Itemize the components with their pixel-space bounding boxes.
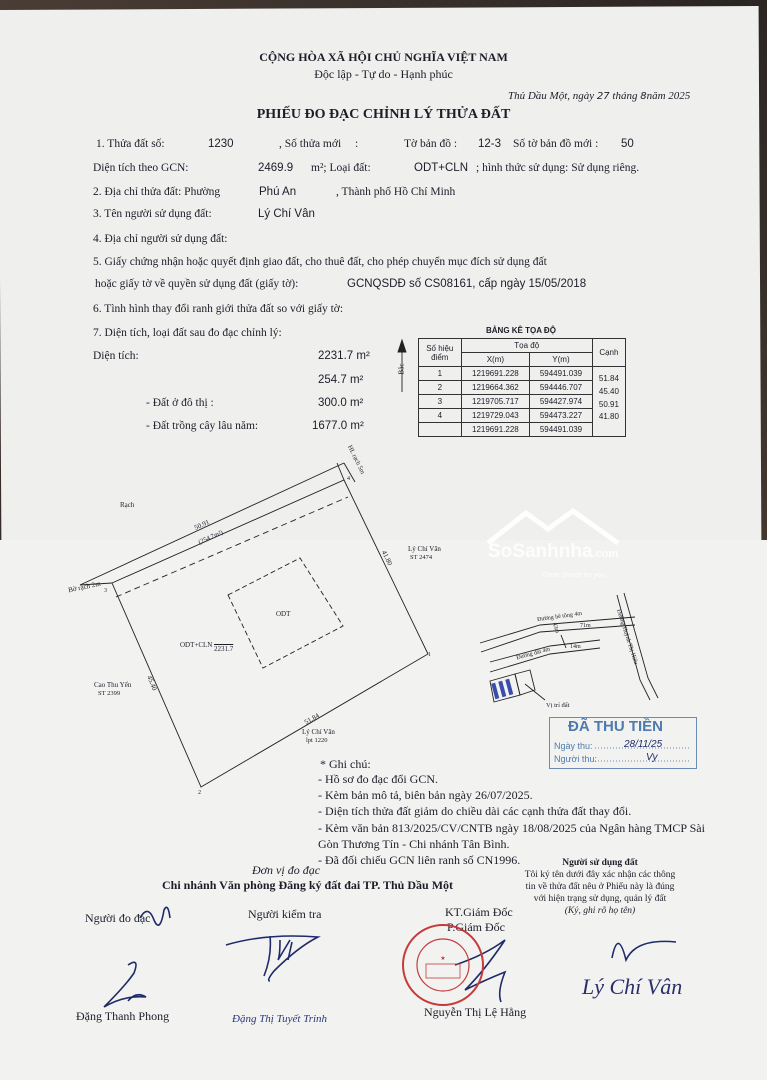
checker-signature	[226, 936, 318, 981]
edge-4: 41.80	[598, 412, 619, 422]
page-title: PHIẾU ĐO ĐẠC CHỈNH LÝ THỬA ĐẤT	[256, 107, 511, 122]
year-label: năm 2025	[646, 90, 691, 102]
coord-x: 1219705.717	[461, 395, 530, 409]
map-sheet-label: Tờ bản đồ :	[404, 138, 458, 150]
neighbor-bottom: Lý Chí Vân	[302, 728, 335, 736]
canal-line	[80, 463, 344, 585]
hl-dashed-line	[116, 497, 348, 597]
canal-label: Rạch	[120, 501, 135, 509]
country-heading: CỘNG HÒA XÃ HỘI CHỦ NGHĨA VIỆT NAM	[259, 50, 508, 64]
edge-3: 50.91	[598, 399, 619, 409]
coord-x: 1219664.362	[461, 381, 530, 395]
unit-title: Đơn vị đo đạc	[251, 863, 321, 877]
note-line: - Kèm văn bản 813/2025/CV/CNTB ngày 18/08/2025 của Ngân hàng TMCP Sài	[318, 821, 705, 835]
edge-top-sub: (254.7m²)	[197, 529, 225, 547]
coord-y: 594491.039	[530, 367, 593, 381]
road-2-label: Đường Huỳnh Thị Hiếu	[615, 608, 639, 666]
area-gcn: 2469.9	[258, 162, 294, 174]
note-line: - Diện tích thửa đất giảm do chiều dài các cạnh thửa đất thay đổi.	[318, 804, 632, 818]
edge-bottom: 51.84	[303, 711, 321, 727]
location-label: Vị trí đất	[546, 702, 570, 709]
user-name-handwritten: Lý Chí Vân	[582, 974, 683, 999]
bank-label: Bờ rạch 2m	[67, 579, 102, 595]
unit-name: Chi nhánh Văn phòng Đăng ký đất đai TP. Thủ Dầu Một	[162, 878, 454, 892]
surveyor-name: Đặng Thanh Phong	[76, 1009, 170, 1023]
note-line: - Kèm bản mô tả, biên bản ngày 26/07/2025.	[318, 788, 533, 802]
paid-stamp-title: ĐÃ THU TIỀN	[568, 718, 663, 735]
edge-2: 45.40	[598, 386, 619, 396]
coord-header-y: Y(m)	[530, 353, 593, 367]
note-line: Gòn Thương Tín - Chi nhánh Tân Bình.	[318, 837, 510, 851]
type-perennial-value: 1677.0 m²	[312, 420, 364, 432]
coord-y: 594491.039	[530, 423, 593, 437]
odt-label: ODT	[276, 610, 291, 618]
coord-id: 4	[419, 409, 462, 423]
checker-label: Người kiểm tra	[248, 907, 322, 921]
watermark	[478, 505, 628, 585]
coord-header-x: X(m)	[461, 353, 530, 367]
item7-label: 7. Diện tích, loại đất sau đo đạc chỉnh lý:	[93, 327, 282, 339]
user-line-3: với hiện trạng sử dụng, quản lý đất	[533, 894, 667, 904]
distance-14: 14m	[570, 644, 581, 650]
watermark-domain: .com	[592, 548, 619, 560]
city: , Thành phố Hồ Chí Minh	[336, 186, 456, 198]
watermark-brand-text: SoSanhnha	[488, 541, 593, 562]
coord-y: 594473.227	[530, 409, 593, 423]
ward: Phú An	[259, 186, 297, 198]
coord-x: 1219691.228	[461, 367, 530, 381]
usage-form: ; hình thức sử dụng: Sử dụng riêng.	[476, 162, 640, 174]
area-after-label: Diện tích:	[93, 350, 139, 362]
parcel-label: ODT+CLN	[180, 641, 213, 649]
coord-header-point-l2: điểm	[431, 352, 449, 362]
area-gcn-label: Diện tích theo GCN:	[93, 162, 189, 174]
hl-label: HL rạch 5m	[346, 444, 367, 476]
road-3-label: Đường đất 4m	[515, 646, 551, 662]
paid-stamp-date-label: Ngày thu:	[554, 741, 593, 751]
edge-1: 51.84	[598, 374, 619, 383]
new-parcel-label: , Số thửa mới	[279, 138, 342, 150]
item4-label: 4. Địa chỉ người sử dụng đất:	[93, 233, 228, 245]
certificate: GCNQSDĐ số CS08161, cấp ngày 15/05/2018	[347, 278, 587, 290]
item5-line2: hoặc giấy tờ về quyền sử dụng đất (giấy tờ):	[95, 278, 299, 290]
parcel-area: 2231.7	[214, 645, 234, 653]
edge-left: 45.40	[145, 674, 159, 692]
item6-label: 6. Tình hình thay đổi ranh giới thửa đất so với giấy tờ:	[93, 303, 344, 315]
type-perennial-label: - Đất trồng cây lâu năm:	[146, 420, 259, 432]
official-seal	[398, 920, 488, 1010]
motto: Độc lập - Tự do - Hạnh phúc	[314, 67, 453, 81]
coord-id: 1	[419, 367, 462, 381]
paid-stamp-receiver-label: Người thu:	[554, 754, 597, 764]
location-lot-hatch	[491, 679, 513, 699]
coord-x: 1219691.228	[461, 423, 530, 437]
user-line-2: tin về thửa đất nêu ở Phiếu này là đúng	[525, 882, 675, 892]
month-label: tháng	[609, 90, 641, 102]
item2-label: 2. Địa chỉ thửa đất: Phường	[93, 186, 221, 198]
coord-id: 2	[419, 381, 462, 395]
distance-71: 71m	[580, 623, 591, 629]
parcel-outline	[112, 480, 428, 787]
coord-y: 594446.707	[530, 381, 593, 395]
deputy-name: Nguyễn Thị Lệ Hằng	[424, 1005, 527, 1019]
land-type: ODT+CLN	[414, 162, 468, 174]
user-initials	[612, 941, 676, 960]
coord-header-coords: Tọa độ	[461, 339, 592, 353]
coord-header-edge: Cạnh	[592, 339, 625, 367]
neighbor-left: Cao Thu Yến	[94, 681, 132, 689]
type-urban-value: 300.0 m²	[318, 397, 364, 409]
notes-title: * Ghi chú:	[320, 757, 371, 771]
road-connector	[561, 635, 566, 648]
surveyor-label: Người đo đạc	[85, 911, 151, 925]
coord-id: 3	[419, 395, 462, 409]
new-map-sheet: 50	[621, 138, 634, 150]
surveyor-signature	[104, 962, 146, 1007]
location-lot-2	[515, 670, 535, 695]
new-parcel-value: :	[355, 138, 359, 150]
edge-top: 50.91	[193, 518, 211, 532]
note-line: - Hồ sơ đo đạc đổi GCN.	[318, 772, 438, 786]
paid-stamp	[549, 717, 697, 769]
paid-stamp-receiver: Vy	[646, 752, 658, 763]
neighbor-right-st: ST 2474	[410, 554, 433, 561]
edge-right: 41.80	[379, 549, 394, 567]
neighbor-left-st: ST 2399	[98, 690, 121, 697]
watermark-brand	[488, 541, 619, 562]
svg-text:★: ★	[440, 956, 446, 962]
deputy-label: P.Giám Đốc	[447, 920, 505, 934]
neighbor-bottom-st: lpt 1220	[306, 737, 328, 744]
date-day: 27	[596, 91, 610, 102]
parcel-number: 1230	[208, 138, 234, 150]
road-1-label: Đường bê tông 4m	[536, 610, 583, 624]
checker-name: Đặng Thị Tuyết Trinh	[232, 1013, 328, 1025]
hl-tick	[337, 463, 344, 480]
note-line: - Đã đối chiếu GCN liên ranh số CN1996.	[318, 853, 521, 867]
date-month: 8	[640, 91, 647, 102]
director-label: KT.Giám Đốc	[445, 905, 513, 919]
place-date-prefix: Thủ Dầu Một, ngày	[508, 90, 597, 102]
distance-43: 43m	[550, 621, 560, 635]
user-line-4: (Ký, ghi rõ họ tên)	[564, 906, 636, 916]
watermark-house-icon	[478, 505, 628, 545]
item1-label: 1. Thửa đất số:	[96, 138, 165, 150]
coord-header-point-l1: Số hiệu	[426, 343, 454, 353]
owner-name: Lý Chí Vân	[258, 208, 315, 220]
north-label: Bắc	[397, 363, 406, 375]
area-after-value: 2231.7 m²	[318, 350, 370, 362]
point-1: 1	[428, 652, 431, 658]
watermark-slogan: Great choice for you	[542, 572, 606, 579]
point-4: 4	[347, 476, 350, 482]
type-urban-label: - Đất ở đô thị :	[146, 397, 214, 409]
type-hl-value: 254.7 m²	[318, 374, 364, 386]
coord-table-title: BẢNG KÊ TỌA ĐỘ	[486, 326, 556, 335]
point-2: 2	[198, 790, 201, 796]
user-title: Người sử dụng đất	[562, 858, 638, 868]
item3-label: 3. Tên người sử dụng đất:	[93, 208, 212, 220]
coord-y: 594427.974	[530, 395, 593, 409]
user-line-1: Tôi ký tên dưới đây xác nhận các thông	[524, 870, 676, 880]
area-unit-type: m²; Loại đất:	[311, 162, 371, 174]
point-3: 3	[104, 588, 107, 594]
item5-line1: 5. Giấy chứng nhận hoặc quyết định giao đất, cho thuê đất, cho phép chuyển mục đích sử dụng đất	[93, 256, 547, 268]
coord-x: 1219729.043	[461, 409, 530, 423]
new-map-sheet-label: Số tờ bản đồ mới :	[513, 138, 599, 150]
neighbor-right: Lý Chí Vân	[408, 545, 441, 553]
north-arrow-head	[398, 340, 406, 352]
paid-stamp-date: 28/11/25	[624, 739, 663, 750]
map-sheet: 12-3	[478, 138, 502, 150]
